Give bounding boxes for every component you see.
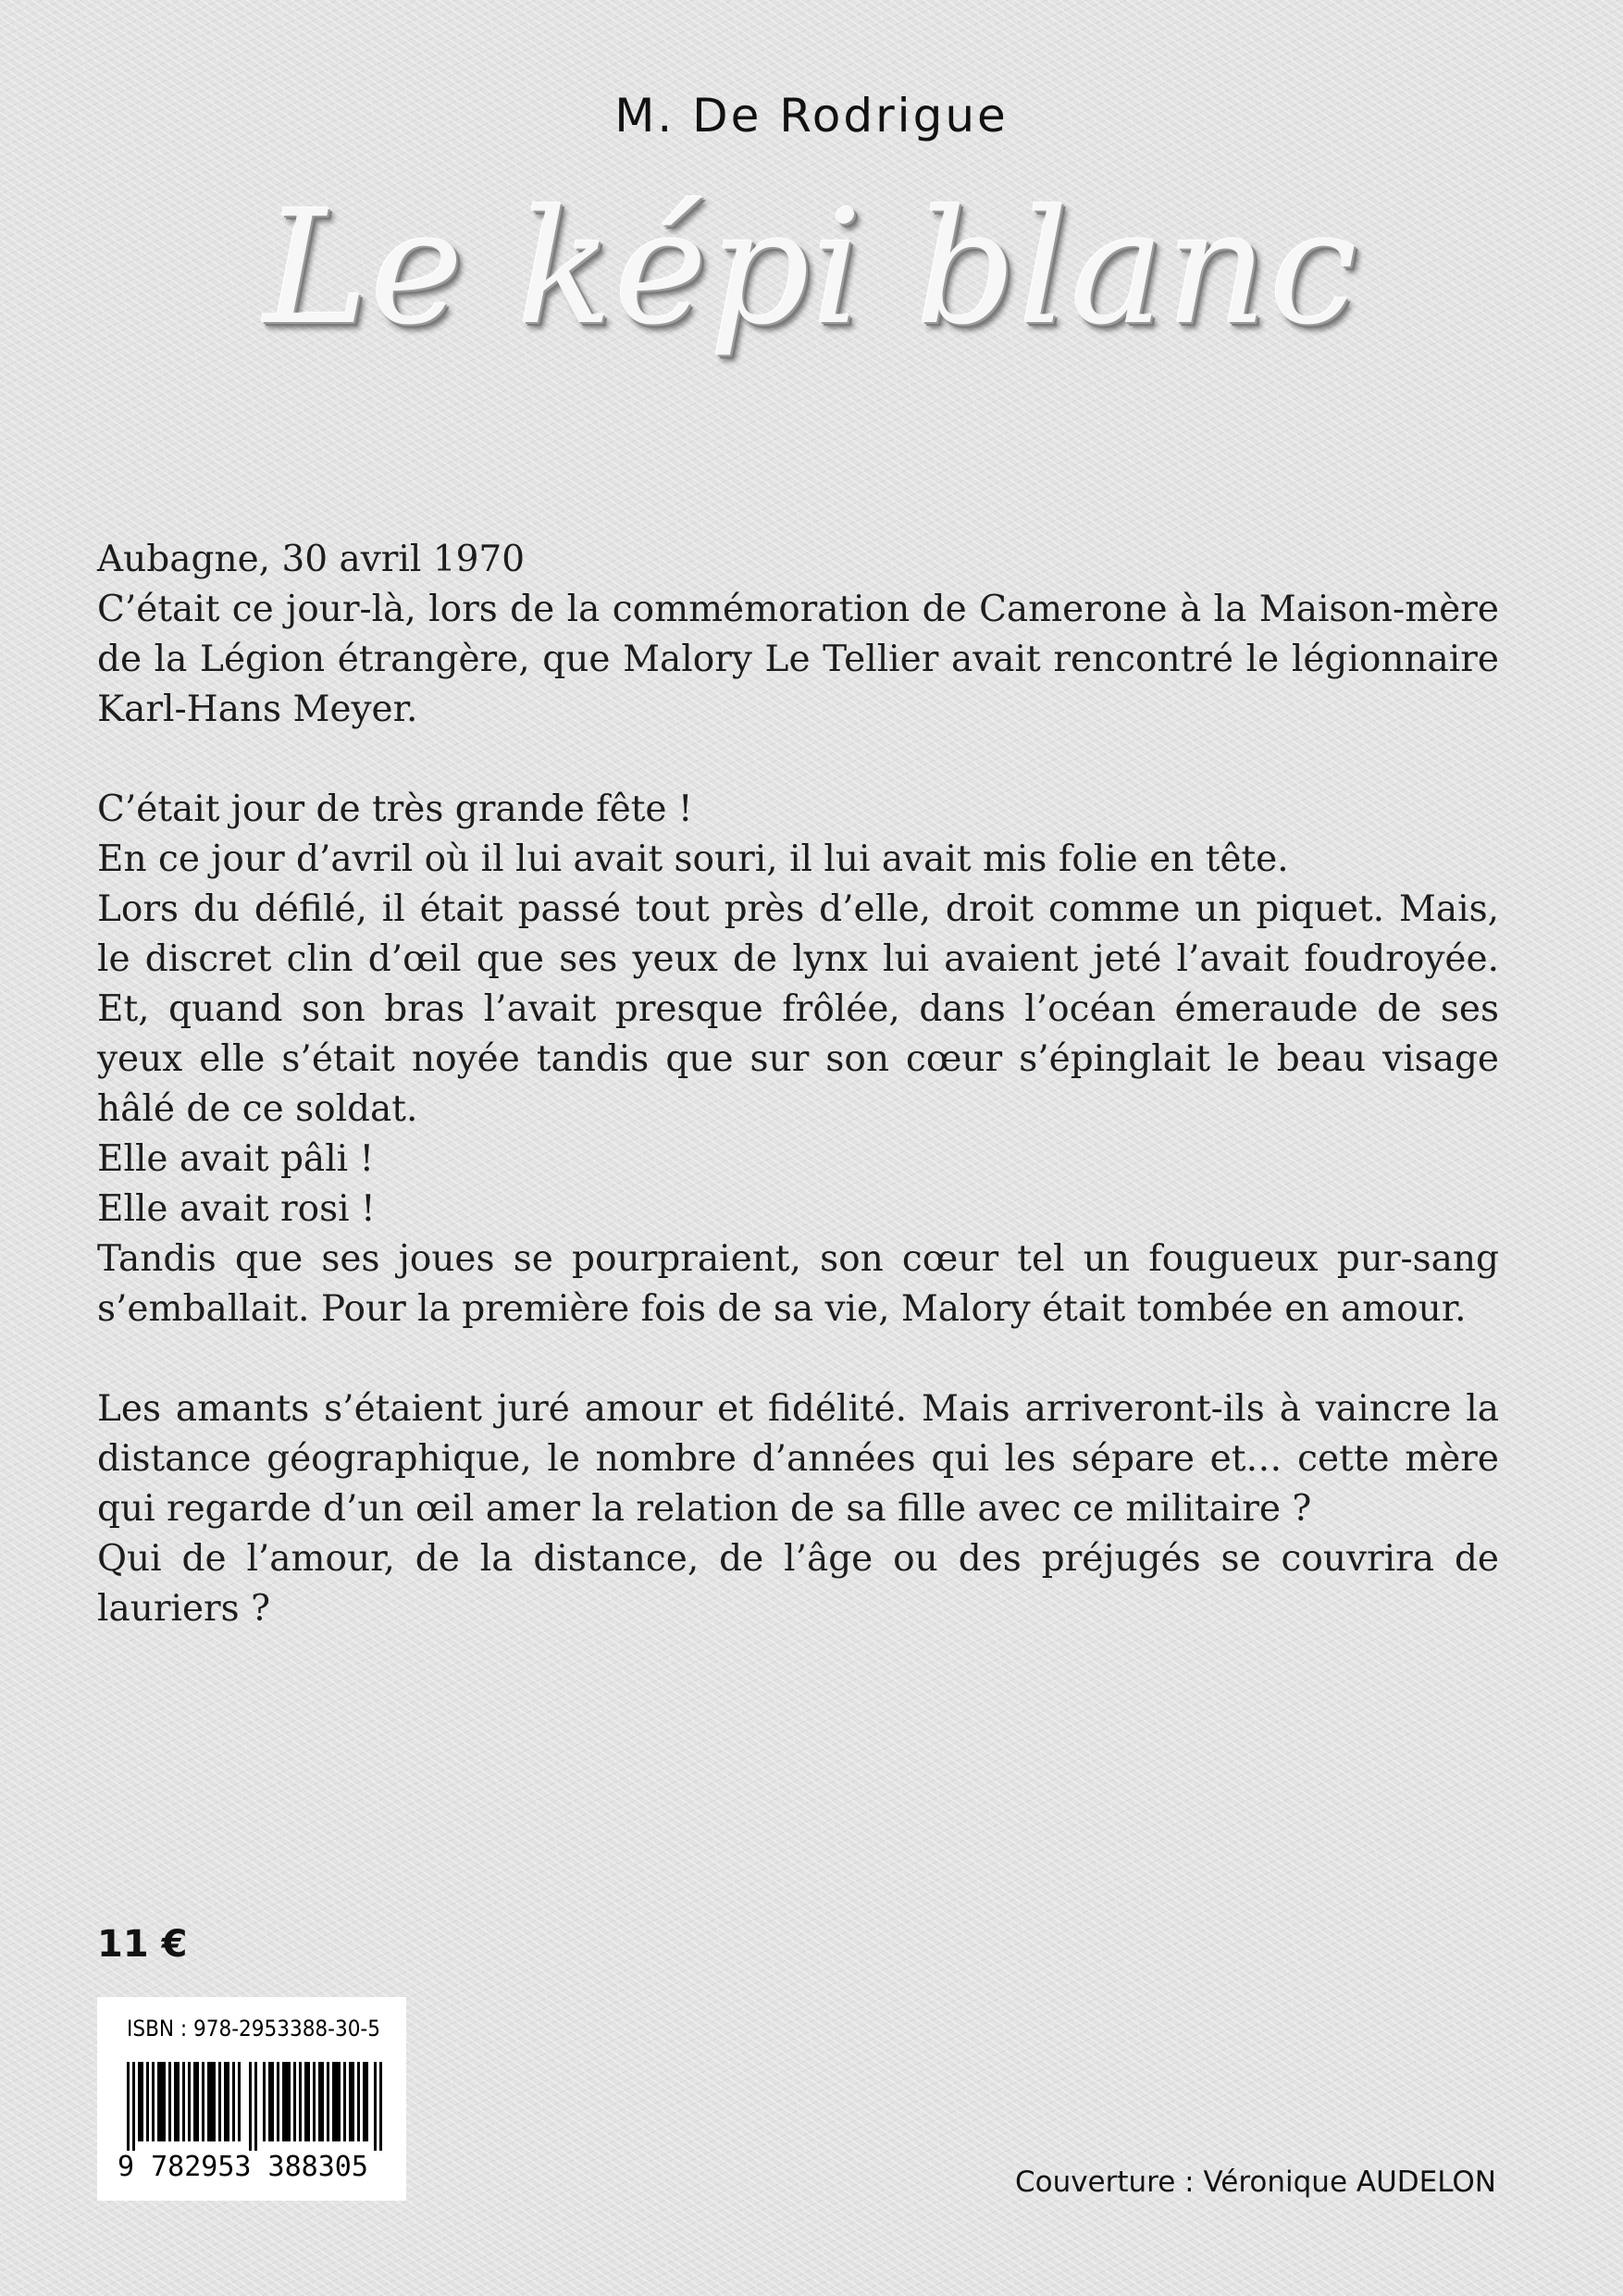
blurb-paragraph: Les amants s’étaient juré amour et fidélité. Mais arriveront-ils à vaincre la distance géographique, le nombre d’années qui les sépare et… cette mère qui regarde d’un œil amer la relation de sa fille avec ce militaire ? (97, 1388, 1499, 1530)
paragraph-gap (97, 1334, 1499, 1384)
blurb-paragraph: En ce jour d’avril où il lui avait souri, il lui avait mis folie en tête. (97, 838, 1289, 880)
barcode-icon (127, 2062, 382, 2151)
barcode-panel (97, 1997, 406, 2201)
blurb-paragraph: Tandis que ses joues se pourpraient, son cœur tel un fougueux pur-sang s’emballait. Pour la première fois de sa vie, Malory était tombée en amour. (97, 1238, 1499, 1330)
blurb-paragraph: Qui de l’amour, de la distance, de l’âge ou des préjugés se couvrira de lauriers ? (97, 1538, 1499, 1630)
blurb-paragraph: Lors du défilé, il était passé tout près d’elle, droit comme un piquet. Mais, le discret clin d’œil que ses yeux de lynx lui avaient jeté l’avait foudroyée. Et, quand son bras l’avait presque frôlée, dans l’océan émeraude de ses yeux elle s’était noyée tandis que sur son cœur s’épinglait le beau visage hâlé de ce soldat. (97, 888, 1499, 1130)
isbn-label: ISBN : 978-2953388-30-5 (127, 2016, 380, 2042)
book-title: Le képi blanc (264, 177, 1359, 360)
price-label: 11 € (97, 1923, 188, 1966)
blurb-text (97, 535, 1499, 1634)
cover-credit: Couverture : Véronique AUDELON (1014, 2166, 1496, 2199)
paragraph-gap (97, 735, 1499, 785)
blurb-paragraph: Elle avait pâli ! (97, 1138, 375, 1180)
blurb-paragraph: C’était ce jour-là, lors de la commémoration de Camerone à la Maison-mère de la Légion étrangère, que Malory Le Tellier avait rencontré le légionnaire Karl-Hans Meyer. (97, 589, 1499, 730)
blurb-paragraph: C’était jour de très grande fête ! (97, 788, 693, 830)
blurb-paragraph: Aubagne, 30 avril 1970 (97, 539, 526, 580)
author-name: M. De Rodrigue (614, 89, 1009, 143)
blurb-paragraph: Elle avait rosi ! (97, 1188, 376, 1230)
barcode-digits: 9 782953 388305 (118, 2151, 368, 2183)
